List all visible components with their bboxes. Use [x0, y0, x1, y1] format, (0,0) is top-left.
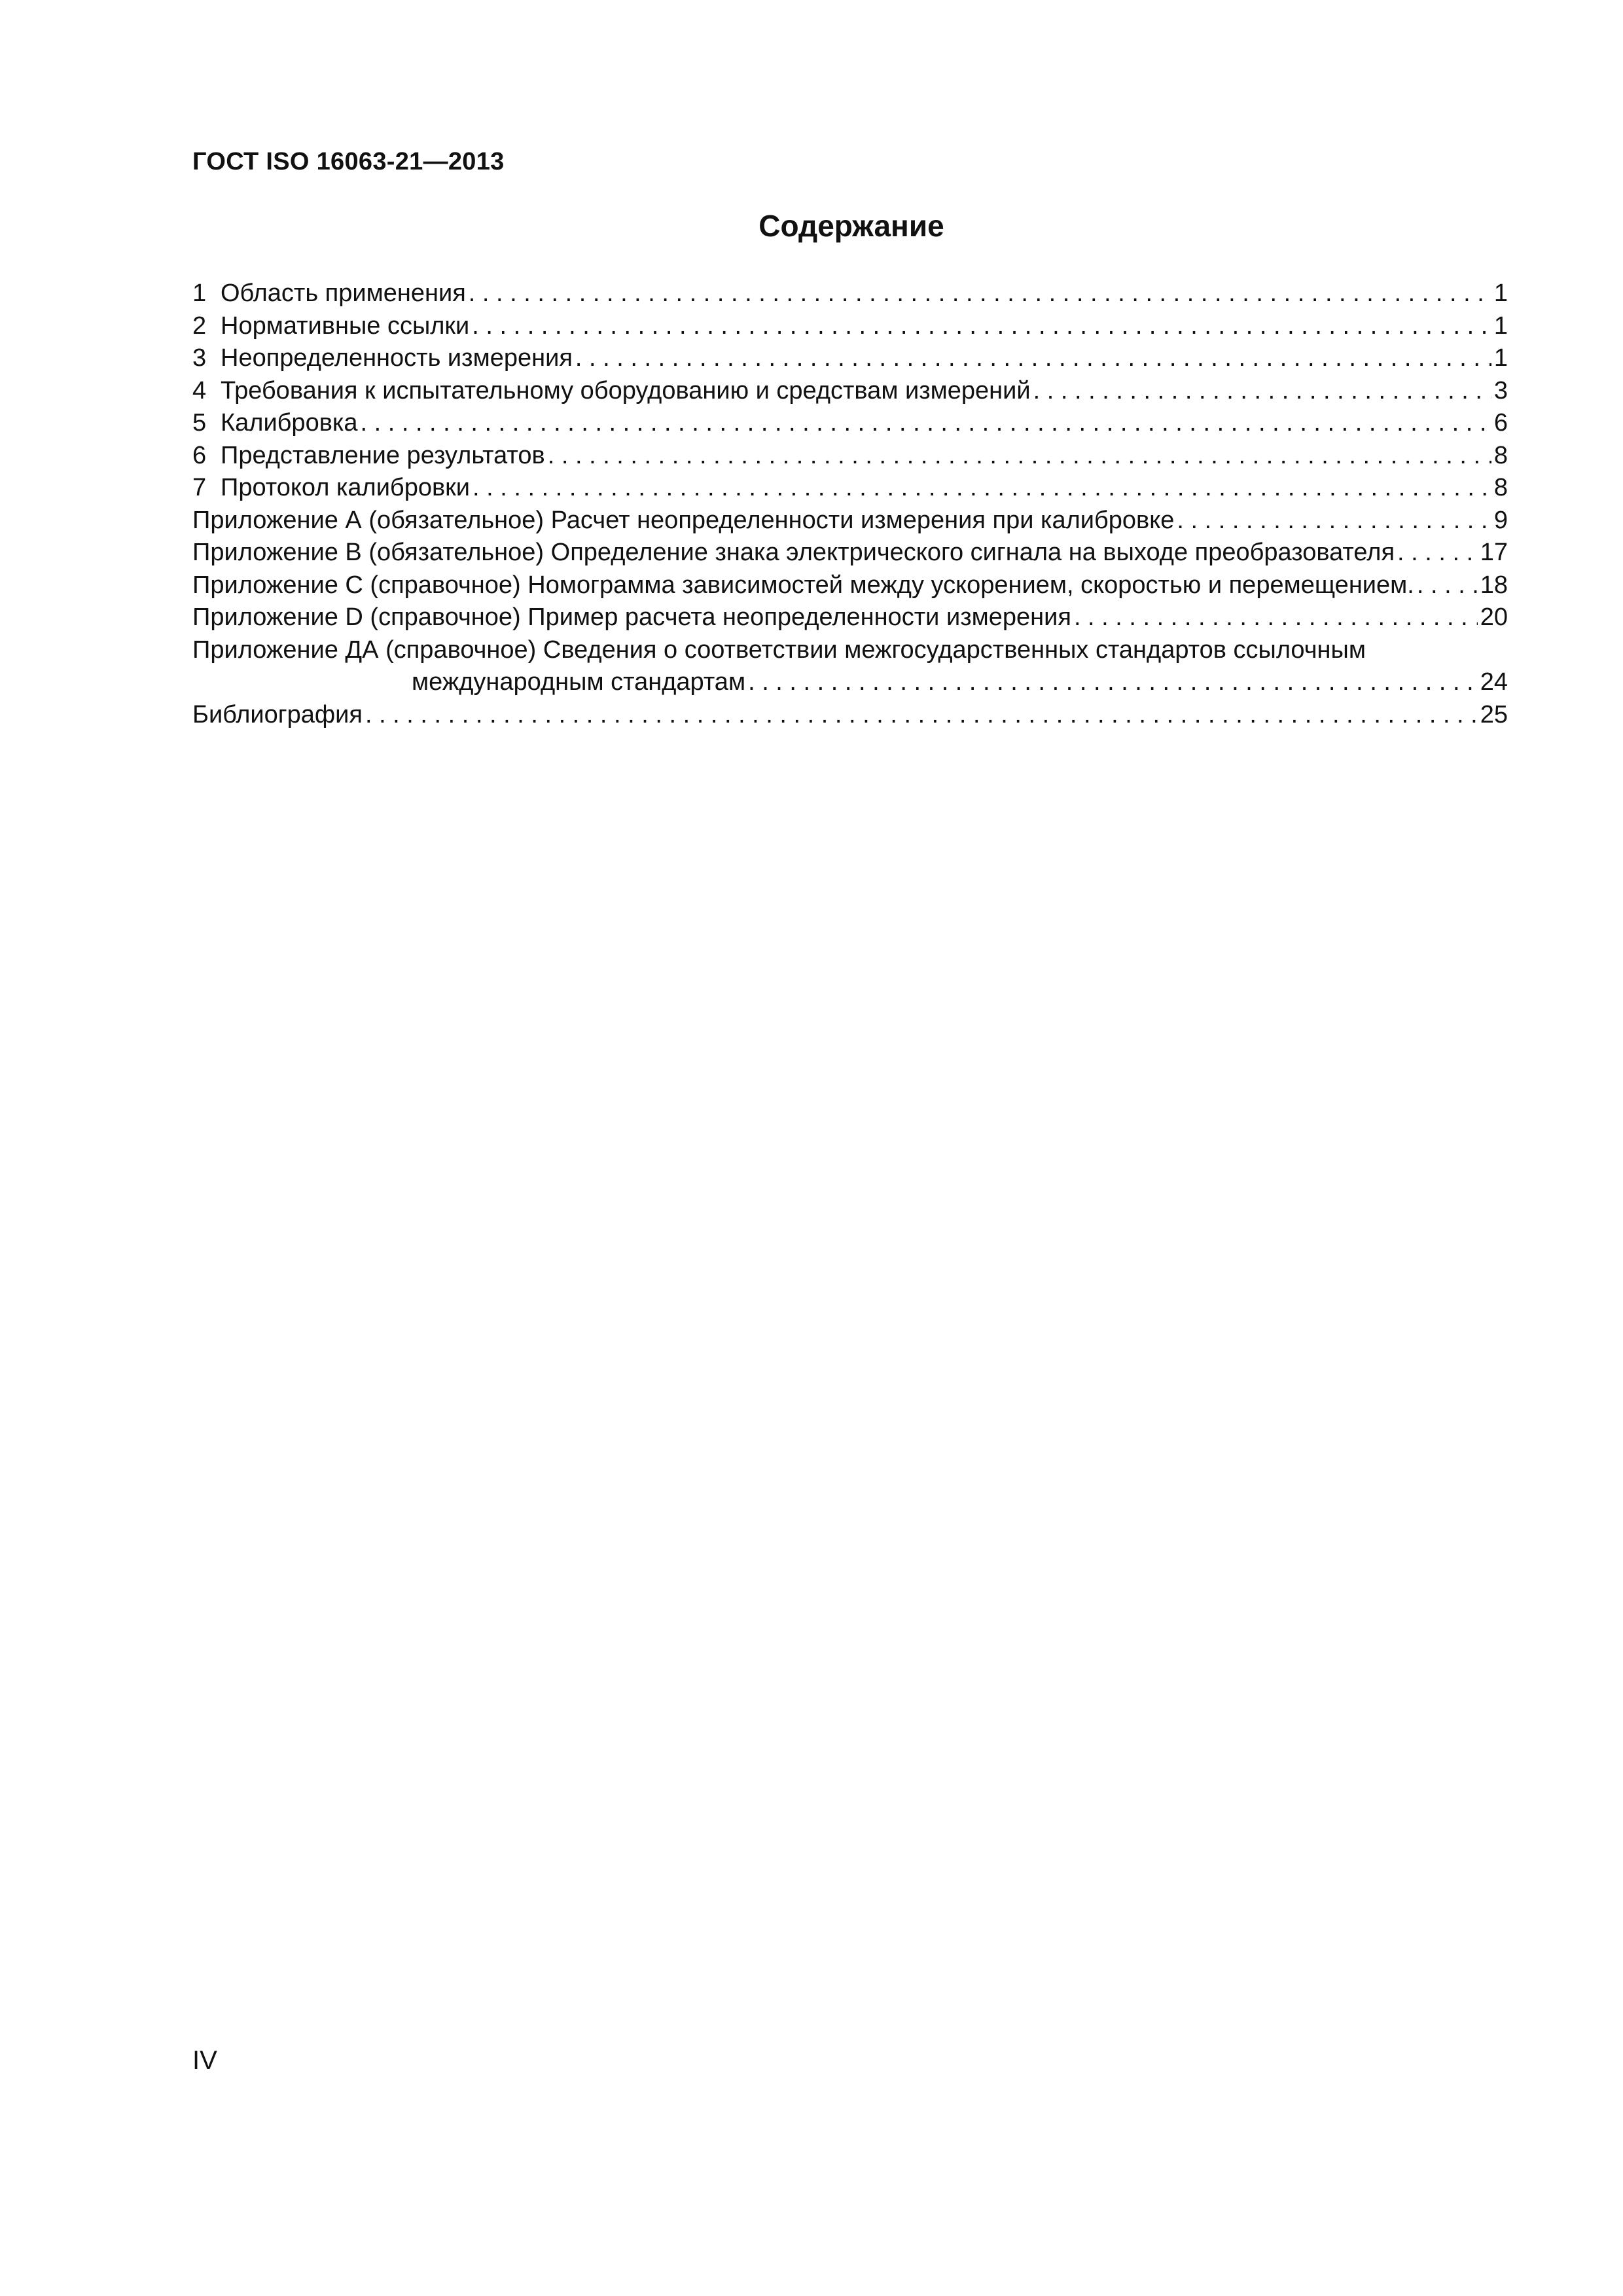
toc-entry-page: 8 — [1493, 441, 1508, 469]
toc-entry-page: 25 — [1480, 700, 1508, 728]
toc-entry[interactable] — [192, 440, 1508, 473]
toc-title: Содержание — [758, 209, 944, 243]
dot-leader — [575, 342, 1491, 375]
toc-entry[interactable] — [192, 472, 1508, 505]
toc-entry-number: 3 — [192, 344, 207, 372]
toc-entry[interactable] — [192, 407, 1508, 440]
toc-entry[interactable] — [192, 310, 1508, 343]
toc-entry[interactable] — [192, 569, 1508, 602]
toc-entry-number: 7 — [192, 474, 207, 501]
dot-leader — [472, 310, 1491, 343]
dot-leader — [469, 278, 1491, 310]
toc-entry[interactable] — [192, 505, 1508, 537]
toc-entry-page: 9 — [1493, 506, 1508, 534]
toc-entry-number: 1 — [192, 279, 207, 307]
dot-leader — [473, 472, 1491, 505]
toc-entry-label: Область применения — [221, 279, 466, 307]
dot-leader — [1074, 601, 1478, 634]
toc-entry-page: 1 — [1493, 344, 1508, 372]
toc-entry-continuation[interactable] — [192, 666, 1508, 699]
toc-entry[interactable] — [192, 342, 1508, 375]
toc-entry-number: 4 — [192, 376, 207, 404]
dot-leader — [1417, 569, 1478, 602]
toc-entry[interactable] — [192, 601, 1508, 634]
toc-entry-page: 6 — [1493, 409, 1508, 437]
toc-entry-label: Протокол калибровки — [221, 474, 471, 501]
dot-leader — [1033, 375, 1491, 408]
toc-entry-page: 24 — [1480, 668, 1508, 696]
toc-entry-page: 3 — [1493, 376, 1508, 404]
toc-entry-page: 1 — [1493, 312, 1508, 340]
toc-entry-page: 20 — [1480, 603, 1508, 631]
toc-entry-page: 18 — [1480, 571, 1508, 599]
toc-entry[interactable] — [192, 537, 1508, 569]
dot-leader — [1397, 537, 1478, 569]
document-code: ГОСТ ISO 16063-21—2013 — [192, 148, 505, 175]
toc-entry-label: Приложение С (справочное) Номограмма зависимостей между ускорением, скоростью и перемещением. — [192, 571, 1414, 599]
toc-entry[interactable] — [192, 634, 1508, 667]
dot-leader — [1177, 505, 1491, 537]
toc-entry-label: Требования к испытательному оборудованию и средствам измерений — [221, 376, 1031, 404]
toc-entry-label: Приложение ДА (справочное) Сведения о соответствии межгосударственных стандартов ссылочным — [192, 636, 1366, 664]
toc-entry-label: Библиография — [192, 700, 363, 728]
toc-entry[interactable] — [192, 699, 1508, 732]
toc-entry-label: Приложение В (обязательное) Определение знака электрического сигнала на выходе преобразователя — [192, 539, 1395, 566]
toc-entry-number: 5 — [192, 409, 207, 437]
page-number: IV — [192, 2046, 217, 2075]
toc-entry-label: Неопределенность измерения — [221, 344, 573, 372]
toc-entry-label: Нормативные ссылки — [221, 312, 470, 340]
toc-entry-label: Приложение D (справочное) Пример расчета неопределенности измерения — [192, 603, 1071, 631]
dot-leader — [548, 440, 1491, 473]
dot-leader — [360, 407, 1491, 440]
toc-entry-label: Калибровка — [221, 409, 358, 437]
toc-entry-page: 8 — [1493, 474, 1508, 501]
table-of-contents — [192, 278, 1508, 731]
toc-entry-number: 2 — [192, 312, 207, 340]
toc-entry-label-continuation: международным стандартам — [412, 668, 746, 696]
toc-entry-label: Приложение А (обязательное) Расчет неопределенности измерения при калибровке — [192, 506, 1175, 534]
toc-entry-page: 17 — [1480, 539, 1508, 566]
toc-entry[interactable] — [192, 278, 1508, 310]
toc-entry-label: Представление результатов — [221, 441, 545, 469]
toc-entry-number: 6 — [192, 441, 207, 469]
toc-entry-page: 1 — [1493, 279, 1508, 307]
toc-entry[interactable] — [192, 375, 1508, 408]
dot-leader — [748, 666, 1478, 699]
dot-leader — [365, 699, 1478, 732]
